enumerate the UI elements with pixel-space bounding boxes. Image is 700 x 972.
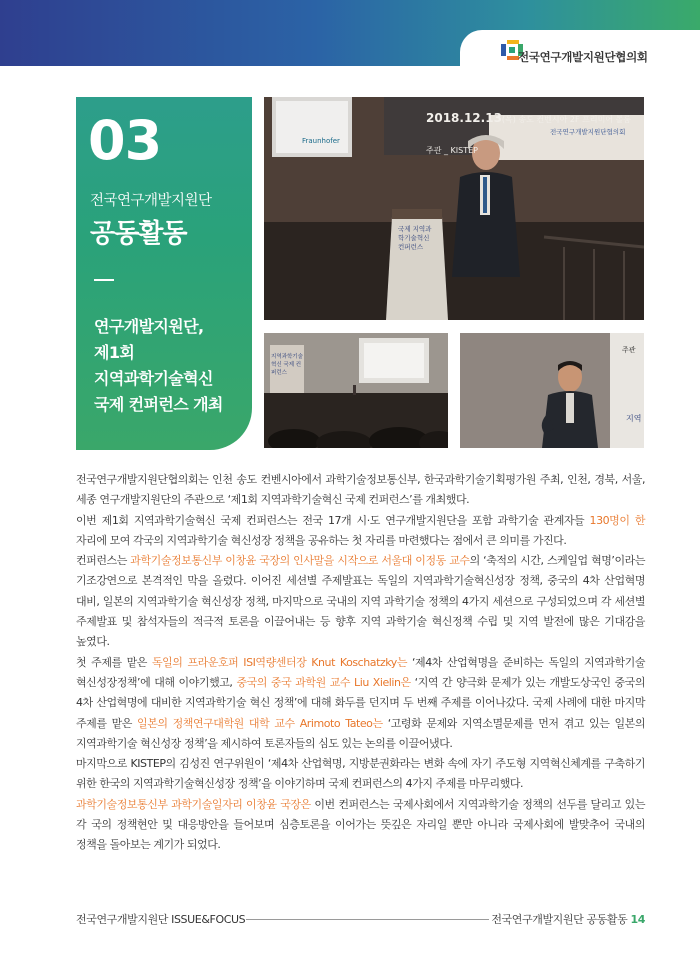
highlight-text: 과학기술정보통신부 이창윤 국장의 인사말을 시작으로 서울대 이정동 교수 [130,554,470,568]
paragraph-text: 이번 컨퍼런스는 국제사회에서 지역과학기술 정책의 선두를 달리고 있는 각 국의 정책현안 및 대응방안을 들어보며 심층토론을 이어가는 뜻깊은 자리일 뿐만 아니라 국제사회에 발맞추어 국내의 정책을 돌아보는 계기가 되었다. [76,797,646,852]
section-title: 공동활동 [90,219,187,249]
screen-label: Fraunhofer [302,137,340,145]
section-subtitle: 전국연구개발지원단 [90,193,212,209]
highlight-text: 과학기술정보통신부 과학기술일자리 이창윤 국장은 [76,797,311,811]
paragraph: 마지막으로 KISTEP의 김성진 연구위원이 ‘제4차 산업혁명, 지방분권화라는 변화 속에 자기 주도형 지역혁신체계를 구축하기 위한 한국의 지역과학기술혁신성장 정책’을 이야기하며 국제 컨퍼런스의 4가지 주제를 마무리했다. [76,757,645,791]
paragraph [76,551,645,652]
section-number: 03 [88,109,162,172]
section-desc-line: 연구개발지원단, [94,317,204,336]
footer-divider [246,919,489,920]
paragraph-text: 컨퍼런스는 [76,554,131,568]
footer-section [491,911,645,927]
section-title-card [76,97,252,450]
page-number: 14 [630,913,645,926]
article-body [76,470,645,856]
paragraph-text: 의 ‘축적의 시간, 스케일업 혁명’이라는 기조강연으로 본격적인 막을 올렸다. 이어진 세션별 주제발표는 독일의 지역과학기술혁신성장 정책, 중국의 4차 산업혁명 대비, 일본의 지역과학기술 혁신성장 정책, 마지막으로 국내의 지역 과학기술 정책의 4가지 세션으로 구성되었으며 각 세션별 주제발표 및 참석자들의 적극적 토론을 이끌어내는 등 향후 지역 과학기술 혁신정책 수립 및 지역 발전에 많은 기대감을 높였다. [76,554,645,649]
paragraph: 전국연구개발지원단협의회는 인천 송도 컨벤시아에서 과학기술정보통신부, 한국과학기술기획평가원 주최, 인천, 경북, 서울, 세종 연구개발지원단의 주관으로 ‘제1회 지역과학기술혁신 국제 컨퍼런스’를 개최했다. [76,473,645,507]
highlight-text: 독일의 프라운호퍼 ISI역량센터장 Knut Koschatzky는 [151,655,408,669]
podium-sign-small: 지역과학기술혁신 국제 컨퍼런스 [271,354,303,376]
paragraph-text: ‘제4차 산업혁명을 준비하는 독일의 지역과학기술 혁신성장정책’에 대해 이야기했고, [76,655,645,689]
paragraph [76,795,645,856]
paragraph [76,653,645,754]
org-name: 전국연구개발지원단협의회 [518,50,648,64]
paragraph-text: ‘고령화 문제와 지역소멸문제를 먼저 겪고 있는 일본의 지역과학기술 혁신성장 정책’을 제시하여 토론자들의 심도 있는 논의를 이끌어냈다. [76,716,645,750]
section-divider [94,279,114,281]
section-desc-line: 국제 컨퍼런스 개최 [94,395,223,414]
photo-speaker-podium [264,97,644,320]
paragraph [76,511,645,552]
section-desc-line: 제1회 [94,343,135,362]
photo-side-text: 지역 [626,414,642,423]
paragraph-text: 자리에 모여 각국의 지역과학기술 혁신성장 정책을 공유하는 첫 자리를 마련했다는 점에서 큰 의미를 가진다. [76,533,567,547]
banner-date [426,111,631,125]
section-description [94,314,223,418]
highlight-text: 일본의 정책연구대학원 대학 교수 Arimoto Tateo는 [137,716,383,730]
banner-rest-text: (목) 송도 컨벤시아 2F 프리미어 볼룸 [501,115,632,124]
highlight-text: 130명이 한 [589,513,645,527]
section-desc-line: 지역과학기술혁신 [94,369,213,388]
photo-speaker [460,333,644,448]
paragraph-text: 이번 제1회 지역과학기술혁신 국제 컨퍼런스는 전국 17개 시·도 연구개발지원단을 포함 과학기술 관계자들 [76,513,590,527]
podium-sign: 국제 지역과학기술혁신 컨퍼런스 [398,225,432,251]
highlight-text: 중국의 중국 과학원 교수 Liu Xielin은 [236,675,411,689]
page-footer [76,911,645,929]
photo-label: 주관 [622,346,636,354]
photo-audience [264,333,448,448]
banner-host: 주관 _ KISTEP [426,146,478,155]
paragraph-text: ‘지역 간 양극화 문제가 있는 개발도상국인 중국의 4차 산업혁명에 대비한 지역과학기술 혁신 정책’에 대해 화두를 던지며 두 번째 주제를 이어나갔다. 국제 사례에 대한 마지막 주제를 맡은 [76,675,645,730]
banner-date-text: 2018.12.13 [426,111,502,125]
paragraph-text: 첫 주제를 맡은 [76,655,152,669]
banner-org: 전국연구개발지원단협의회 [550,128,626,136]
footer-publication: 전국연구개발지원단 ISSUE&FOCUS [76,913,246,926]
footer-section-text: 전국연구개발지원단 공동활동 [491,913,628,926]
